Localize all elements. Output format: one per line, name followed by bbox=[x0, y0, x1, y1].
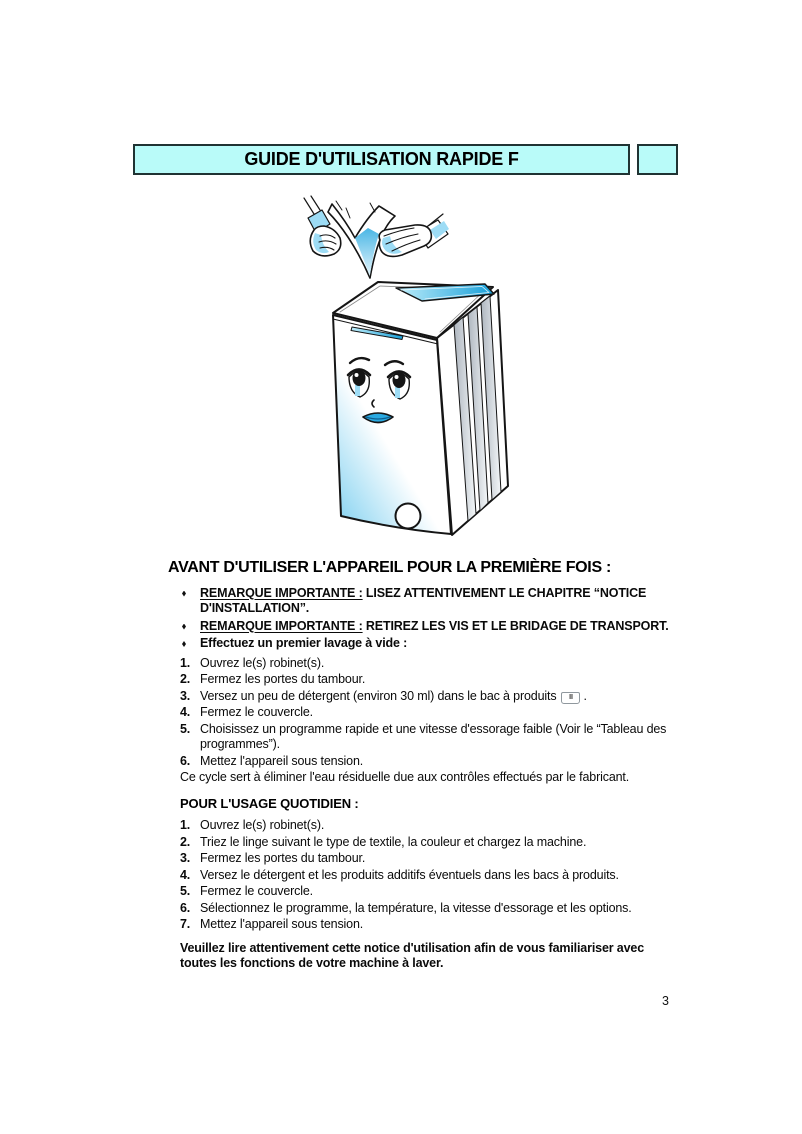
list-item: 2. Fermez les portes du tambour. bbox=[180, 672, 366, 686]
first-wash-label: Effectuez un premier lavage à vide : bbox=[200, 636, 408, 650]
manual-and-hands bbox=[304, 196, 449, 278]
title-banner bbox=[133, 144, 630, 175]
list-item: 4. Versez le détergent et les produits additifs éventuels dans les bacs à produits. bbox=[180, 867, 619, 882]
page-number: 3 bbox=[662, 994, 669, 1008]
list-item: 1. Ouvrez le(s) robinet(s). bbox=[180, 818, 325, 832]
section-heading-first-use: AVANT D'UTILISER L'APPAREIL POUR LA PREMIÈRE FOIS : bbox=[168, 559, 611, 576]
list-item: 2. Triez le linge suivant le type de textile, la couleur et chargez la machine. bbox=[180, 834, 587, 849]
first-use-steps bbox=[180, 656, 670, 770]
daily-use-steps bbox=[180, 818, 670, 933]
diamond-bullet-icon bbox=[180, 636, 200, 652]
detergent-compartment-icon: II bbox=[561, 692, 580, 704]
list-item: 7. Mettez l'appareil sous tension. bbox=[180, 917, 364, 931]
step-with-compartment-icon: Versez un peu de détergent (environ 30 ml) dans le bac à produits II . bbox=[200, 688, 587, 703]
banner-side-box bbox=[637, 144, 678, 175]
filter-door bbox=[396, 504, 421, 529]
diamond-bullet-icon bbox=[180, 619, 200, 635]
list-item: 3. Versez un peu de détergent (environ 30 ml) dans le bac à produits II . bbox=[180, 689, 670, 705]
closing-note: Veuillez lire attentivement cette notice d'utilisation afin de vous familiariser avec toutes les fonctions de votre machine à laver. bbox=[180, 940, 644, 970]
list-item: 3. Fermez les portes du tambour. bbox=[180, 851, 366, 865]
washing-machine-illustration bbox=[280, 188, 560, 553]
important-note-2-text: REMARQUE IMPORTANTE : RETIREZ LES VIS ET LE BRIDAGE DE TRANSPORT. bbox=[200, 618, 669, 633]
page-title: GUIDE D'UTILISATION RAPIDE F bbox=[244, 149, 519, 169]
section-heading-daily-use: POUR L'USAGE QUOTIDIEN : bbox=[180, 795, 359, 811]
list-item: 5. Fermez le couvercle. bbox=[180, 884, 314, 898]
important-note-2 bbox=[180, 619, 670, 635]
important-note-1-text: REMARQUE IMPORTANTE : LISEZ ATTENTIVEMENT LE CHAPITRE “NOTICE D'INSTALLATION”. bbox=[200, 585, 647, 615]
main-text-column bbox=[168, 560, 670, 972]
list-item: 1. Ouvrez le(s) robinet(s). bbox=[180, 655, 325, 670]
first-use-footnote: Ce cycle sert à éliminer l'eau résiduelle due aux contrôles effectués par le fabricant. bbox=[180, 770, 630, 784]
list-item: 4. Fermez le couvercle. bbox=[180, 705, 314, 719]
diamond-bullet-icon bbox=[180, 586, 200, 617]
first-wash-note bbox=[180, 636, 670, 652]
list-item: 5. Choisissez un programme rapide et une vitesse d'essorage faible (Voir le “Tableau des programmes”). bbox=[180, 721, 667, 751]
list-item: 6. Sélectionnez le programme, la température, la vitesse d'essorage et les options. bbox=[180, 900, 632, 915]
washer-body bbox=[333, 282, 508, 535]
important-note-1 bbox=[180, 586, 670, 617]
list-item: 6. Mettez l'appareil sous tension. bbox=[180, 753, 364, 768]
